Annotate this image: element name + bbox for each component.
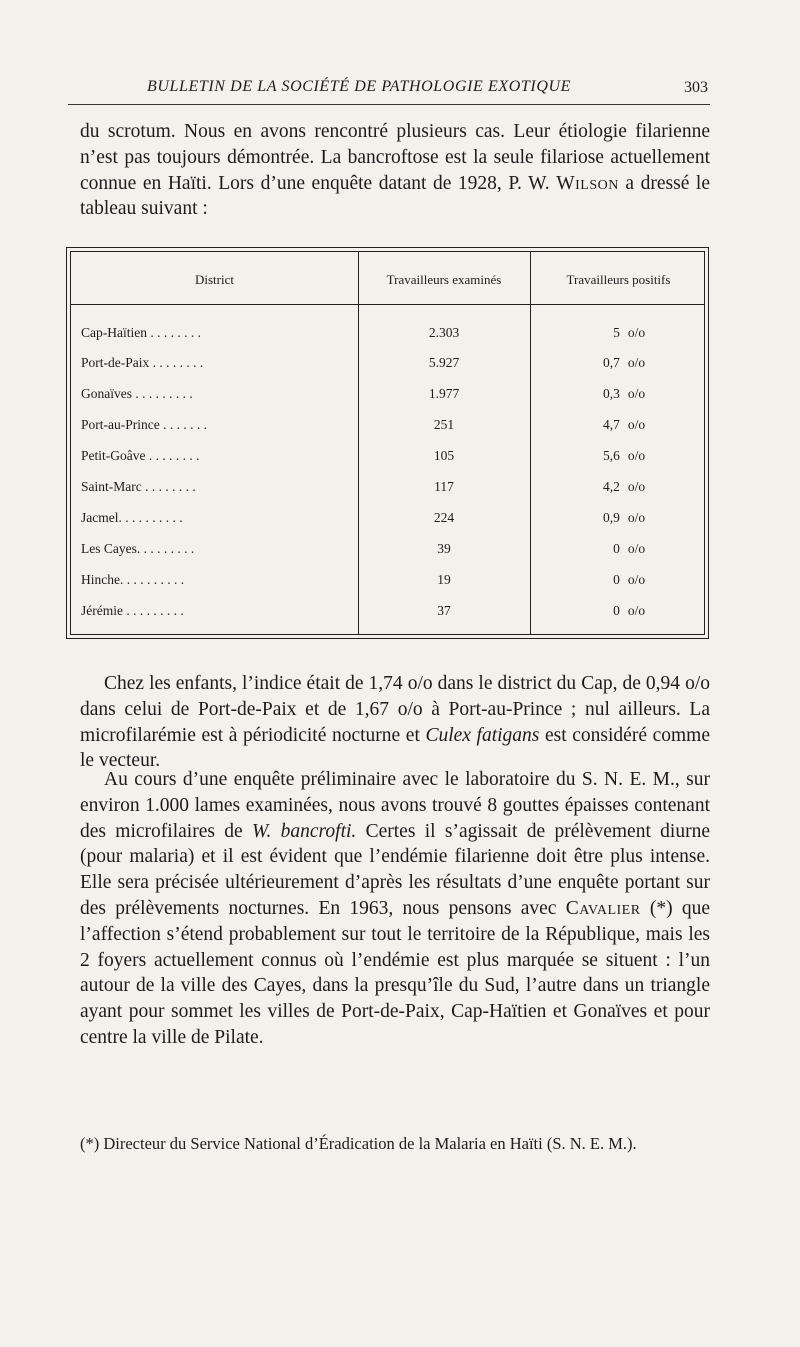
cell-examined: 1.977 [428, 386, 460, 401]
positive-unit: o/o [627, 448, 646, 463]
column-header-positive: Travailleurs positifs [566, 272, 671, 287]
paragraph-text: Au cours d’une enquête préliminaire avec le laboratoire du S. N. E. M., sur environ 1.000 lames examinées, nous avons trouvé 8 gouttes épaisses contenant des microfilaires de [80, 769, 710, 842]
column-header-district: District [195, 272, 234, 287]
table-row [71, 325, 704, 355]
cell-district: Hinche. . . . . . . . . . [81, 572, 185, 587]
positive-value: 5,6 [602, 448, 620, 463]
column-header-examined: Travailleurs examinés [386, 272, 502, 287]
positive-value: 5 [613, 325, 620, 340]
cell-positive [530, 603, 707, 619]
paragraph-intro [80, 119, 710, 222]
paragraph-text: est considéré comme le vecteur. [80, 724, 710, 772]
cell-district: Gonaïves . . . . . . . . . [81, 386, 193, 401]
positive-value: 4,7 [602, 417, 620, 432]
data-table [66, 247, 709, 639]
positive-value: 0 [613, 541, 620, 556]
journal-title: BULLETIN DE LA SOCIÉTÉ DE PATHOLOGIE EXOTIQUE [146, 78, 572, 95]
paragraph-children-index [80, 671, 710, 774]
table-row [71, 572, 704, 602]
positive-unit: o/o [627, 510, 646, 525]
author-name: Wilson [556, 172, 619, 194]
table-row [71, 417, 704, 447]
cell-district: Jérémie . . . . . . . . . [81, 603, 184, 618]
cell-examined: 19 [437, 572, 451, 587]
positive-unit: o/o [627, 572, 646, 587]
paragraph-text: a dressé le tableau suivant : [80, 172, 710, 220]
positive-unit: o/o [627, 325, 646, 340]
positive-value: 0 [613, 603, 620, 618]
positive-value: 0 [613, 572, 620, 587]
positive-unit: o/o [627, 603, 646, 618]
header-divider [71, 304, 704, 305]
table-row [71, 510, 704, 540]
table-row [71, 355, 704, 385]
positive-unit: o/o [627, 541, 646, 556]
cell-examined: 224 [433, 510, 455, 525]
cell-positive [530, 325, 707, 341]
table-inner-frame [70, 251, 705, 635]
table-row [71, 448, 704, 478]
cell-district: Jacmel. . . . . . . . . . [81, 510, 183, 525]
cell-positive [530, 541, 707, 557]
table-row [71, 386, 704, 416]
cell-positive [530, 479, 707, 495]
paragraph-survey [80, 767, 710, 1051]
author-name: Cavalier [565, 897, 641, 919]
positive-value: 0,3 [602, 386, 620, 401]
paragraph-text: du scrotum. Nous en avons rencontré plusieurs cas. Leur étiologie filarienne n’est pas toujours démontrée. La bancroftose est la seule filariose actuellement connue en Haïti. Lors d’une enquête datant de 1928, P. W. [80, 121, 710, 194]
cell-district: Cap-Haïtien . . . . . . . . [81, 325, 201, 340]
cell-district: Port-au-Prince . . . . . . . [81, 417, 207, 432]
cell-examined: 2.303 [428, 325, 460, 340]
paragraph-text: Chez les enfants, l’indice était de 1,74 o/o dans le district du Cap, de 0,94 o/o dans celui de Port-de-Paix et de 1,67 o/o à Port-au-Prince ; nul ailleurs. La microfilarémie est à périodicité nocturne et [80, 673, 710, 746]
cell-positive [530, 448, 707, 464]
positive-value: 0,9 [602, 510, 620, 525]
cell-examined: 5.927 [428, 355, 460, 370]
cell-examined: 39 [437, 541, 451, 556]
paragraph-text: Certes il s’agissait de prélèvement diurne (pour malaria) et il est évident que l’endémie filarienne doit être plus intense. Elle sera précisée ultérieurement d’après les résultats d’une enquête portant sur des prélèvements nocturnes. En 1963, nous pensons avec [80, 820, 710, 919]
positive-unit: o/o [627, 417, 646, 432]
cell-examined: 105 [433, 448, 455, 463]
cell-positive [530, 355, 707, 371]
cell-examined: 37 [437, 603, 451, 618]
cell-district: Port-de-Paix . . . . . . . . [81, 355, 204, 370]
cell-district: Saint-Marc . . . . . . . . [81, 479, 196, 494]
footnote: (*) Directeur du Service National d’Éradication de la Malaria en Haïti (S. N. E. M.). [80, 1134, 637, 1153]
cell-district: Petit-Goâve . . . . . . . . [81, 448, 200, 463]
positive-value: 0,7 [602, 355, 620, 370]
running-header [68, 76, 710, 105]
cell-positive [530, 417, 707, 433]
paragraph-text: (*) que l’affection s’étend probablement sur tout le territoire de la République, mais les 2 foyers actuellement connus où l’endémie est plus marquée se situent : l’un autour de la ville des Cayes, dans la presqu’île du Sud, l’autre dans un triangle ayant pour sommet les villes de Port-de-Paix, Cap-Haïtien et Gonaïves et pour centre la ville de Pilate. [80, 897, 710, 1048]
positive-value: 4,2 [602, 479, 620, 494]
positive-unit: o/o [627, 479, 646, 494]
table-row [71, 479, 704, 509]
cell-positive [530, 572, 707, 588]
positive-unit: o/o [627, 355, 646, 370]
cell-district: Les Cayes. . . . . . . . . [81, 541, 195, 556]
species-name: Culex fatigans [425, 724, 540, 746]
page-number: 303 [684, 79, 708, 96]
cell-positive [530, 386, 707, 402]
positive-unit: o/o [627, 386, 646, 401]
table-row [71, 603, 704, 633]
cell-examined: 117 [434, 479, 454, 494]
species-name: W. bancrofti. [251, 820, 357, 842]
cell-examined: 251 [433, 417, 455, 432]
cell-positive [530, 510, 707, 526]
table-row [71, 541, 704, 571]
